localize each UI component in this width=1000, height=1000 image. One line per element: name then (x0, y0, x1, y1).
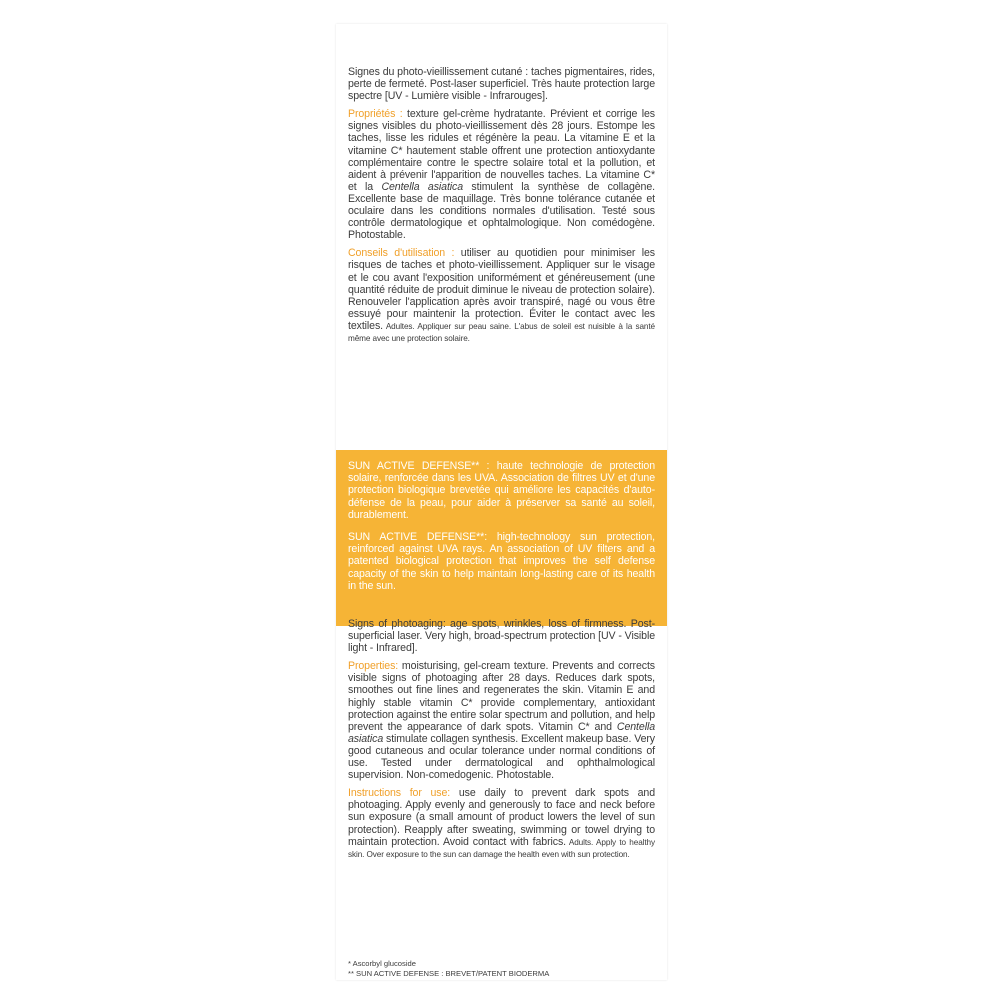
footnote-patent: ** SUN ACTIVE DEFENSE : BREVET/PATENT BIODERMA (348, 969, 550, 978)
en-properties-italic: Centella asiatica (348, 720, 655, 745)
product-label-panel (336, 24, 667, 980)
footnotes (348, 959, 655, 979)
en-instructions-small: Adults. Apply to healthy skin. Over exposure to the sun can damage the health even with sun protection. (348, 837, 655, 859)
band-text (348, 460, 655, 602)
fr-advice-small: Adultes. Appliquer sur peau saine. L'abus de soleil est nuisible à la santé même avec une protection solaire. (348, 321, 655, 343)
english-section (348, 618, 655, 866)
fr-intro: Signes du photo-vieillissement cutané : taches pigmentaires, rides, perte de fermeté. Post-laser superficiel. Très haute protection large spectre [UV - Lumière visible - Infrarouges]. (348, 66, 655, 103)
band-en-label: SUN ACTIVE DEFENSE** (348, 531, 485, 544)
en-instructions-text: use daily to prevent dark spots and photoaging. Apply evenly and generously to face and neck before sun exposure (a small amount of product lowers the level of sun protection). Reapply after sweating, swimming or towel drying to maintain protection. Avoid contact with fabrics. (348, 787, 655, 848)
sun-active-defense-band (336, 450, 667, 626)
en-properties-text-1: moisturising, gel-cream texture. Prevents and corrects visible signs of photoaging after 28 days. Reduces dark spots, smoothes out fine lines and regenerates the skin. Vitamin E and highly stable vitamin C* provide complementary, antioxidant protection against the entire solar spectrum and pollution, and help prevent the appearance of dark spots. Vitamin C* and (348, 660, 655, 733)
band-fr-label: SUN ACTIVE DEFENSE** (348, 460, 480, 472)
en-instructions-label: Instructions for use: (348, 787, 451, 800)
french-section (348, 66, 655, 350)
en-instructions (348, 787, 655, 860)
band-en-text: : high-technology sun protection, reinforced against UVA rays. An association of UV filters and a patented biological protection that improves the self defense capacity of the skin to help maintain long-lasting care of its health in the sun. (348, 531, 655, 592)
footnote-ascorbyl: * Ascorbyl glucoside (348, 959, 416, 968)
en-properties-label: Properties: (348, 660, 399, 673)
fr-properties-text-2: stimulent la synthèse de collagène. Excellente base de maquillage. Très bonne tolérance cutanée et oculaire dans les conditions normales d'utilisation. Testé sous contrôle dermatologique et ophtalmologique. Non comédogène. Photostable. (348, 180, 655, 242)
fr-properties-italic: Centella asiatica (381, 180, 464, 193)
band-en-paragraph (348, 531, 655, 592)
band-fr-text: : haute technologie de protection solaire, renforcée dans les UVA. Association de filtres UV et d'une protection biologique brevetée qui améliore les capacités d'auto-défense de la peau, pour aider à préserver sa santé au soleil, durablement. (348, 460, 655, 521)
fr-advice-text: utiliser au quotidien pour minimiser les risques de taches et photo-vieillissement. Appliquer sur le visage et le cou avant l'exposition uniformément et généreusement (une quantité réduite de produit diminue le niveau de protection solaire). Renouveler l'application après avoir transpiré, nagé ou vous être essuyé pour maintenir la protection. Éviter le contact avec les textiles. (348, 247, 655, 332)
en-intro: Signs of photoaging: age spots, wrinkles, loss of firmness. Post-superficial laser. Very high, broad-spectrum protection [UV - Visible light - Infrared]. (348, 618, 655, 655)
fr-advice (348, 247, 655, 344)
fr-properties (348, 108, 655, 241)
fr-advice-label: Conseils d'utilisation : (348, 247, 455, 260)
en-properties-text-2: stimulate collagen synthesis. Excellent makeup base. Very good cutaneous and ocular tolerance under normal conditions of use. Tested under dermatological and ophthalmological supervision. Non-comedogenic. Photostable. (348, 732, 655, 782)
band-fr-paragraph (348, 460, 655, 521)
fr-properties-text-1: texture gel-crème hydratante. Prévient et corrige les signes visibles du photo-vieillissement dès 28 jours. Estompe les taches, lisse les ridules et régénère la peau. La vitamine E et la vitamine C* hautement stable offrent une protection antioxydante complémentaire contre le spectre solaire total et la pollution, et aident à prévenir l'apparition de nouvelles taches. La vitamine C* et la (348, 108, 655, 193)
en-properties (348, 660, 655, 781)
fr-properties-label: Propriétés : (348, 108, 403, 121)
